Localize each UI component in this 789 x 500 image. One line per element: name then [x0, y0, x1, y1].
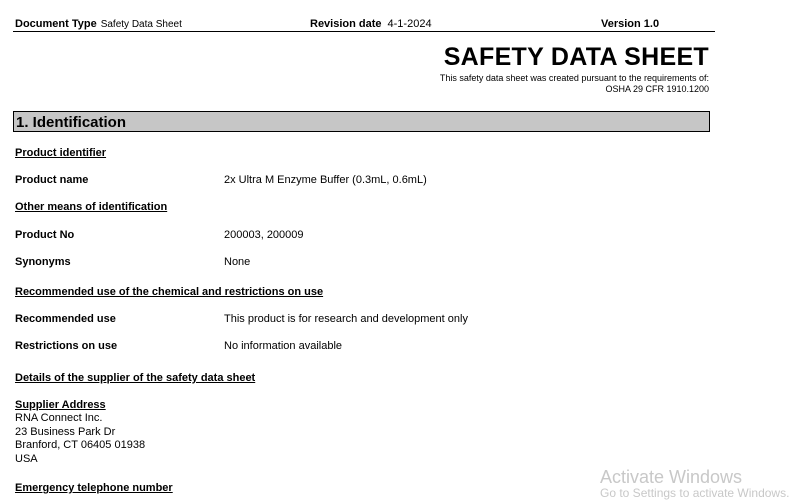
- activation-watermark: Activate Windows: [600, 467, 743, 487]
- restrictions-label: Restrictions on use: [15, 340, 118, 352]
- version-label: Version 1.0: [601, 18, 660, 30]
- address-line: Branford, CT 06405 01938: [15, 439, 146, 451]
- header-doc-type: [15, 18, 182, 30]
- product-name-value: 2x Ultra M Enzyme Buffer (0.3mL, 0.6mL): [224, 174, 427, 186]
- header-revision: [310, 18, 432, 30]
- supplier-details-heading: Details of the supplier of the safety data sheet: [15, 372, 256, 384]
- page-title: SAFETY DATA SHEET: [443, 43, 709, 71]
- doc-type-value: Safety Data Sheet: [100, 19, 182, 30]
- address-line: RNA Connect Inc.: [15, 412, 103, 424]
- header-version: [601, 18, 659, 30]
- other-means-heading: Other means of identification: [15, 201, 168, 213]
- section-heading-bar: [13, 111, 710, 132]
- address-line: USA: [15, 452, 38, 465]
- emergency-heading: Emergency telephone number: [15, 482, 173, 494]
- section-heading: 1. Identification: [16, 114, 127, 131]
- osha-line-2: OSHA 29 CFR 1910.1200: [605, 84, 709, 94]
- recommended-use-label: Recommended use: [15, 313, 116, 325]
- product-identifier-heading: Product identifier: [15, 147, 107, 159]
- restrictions-value: No information available: [224, 340, 343, 352]
- supplier-address: [15, 412, 145, 466]
- supplier-address-heading: Supplier Address: [15, 399, 106, 411]
- product-name-label: Product name: [15, 174, 89, 186]
- address-line: 23 Business Park Dr: [15, 425, 116, 438]
- header-rule: [13, 31, 715, 32]
- revision-value: 4-1-2024: [387, 18, 432, 30]
- product-no-value: 200003, 200009: [224, 229, 304, 241]
- activation-watermark-sub: [600, 486, 789, 500]
- activation-watermark-sub-text: Go to Settings to activate Windows.: [600, 486, 789, 500]
- doc-type-label: Document Type: [15, 18, 97, 30]
- recommended-use-value: This product is for research and development only: [224, 313, 468, 325]
- revision-label: Revision date: [310, 18, 382, 30]
- osha-line-1: This safety data sheet was created pursuant to the requirements of:: [439, 73, 709, 83]
- recommended-use-heading: Recommended use of the chemical and restrictions on use: [15, 286, 324, 298]
- synonyms-label: Synonyms: [15, 256, 71, 268]
- osha-note: [440, 73, 709, 95]
- synonyms-value: None: [224, 256, 251, 268]
- product-no-label: Product No: [15, 229, 75, 241]
